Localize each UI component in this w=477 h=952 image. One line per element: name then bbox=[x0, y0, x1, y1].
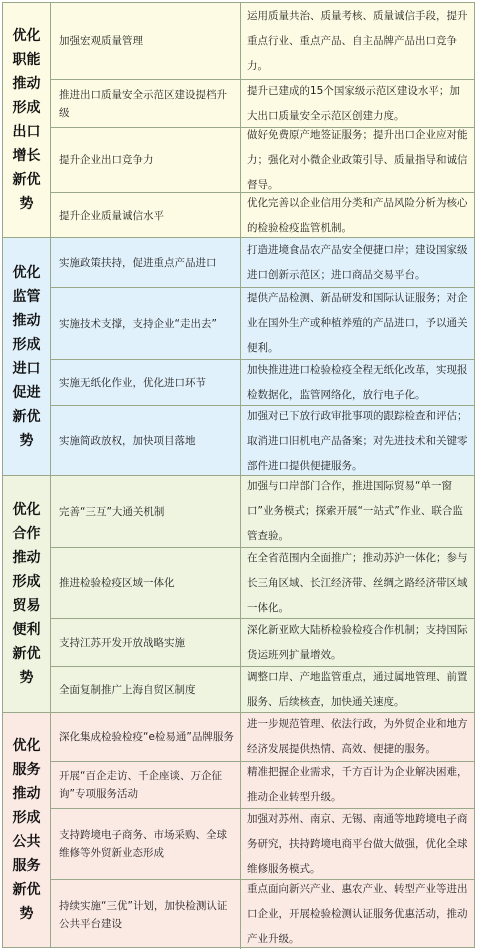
measure-cell: 推进检验检疫区域一体化 bbox=[50, 548, 241, 618]
table-row bbox=[50, 238, 474, 287]
measure-cell: 提升企业质量诚信水平 bbox=[50, 193, 241, 238]
measure-cell: 支持跨境电子商务、市场采购、全球维修等外贸新业态形成 bbox=[50, 809, 241, 879]
measure-cell: 开展“百企走访、千企座谈、万企征询”专项服务活动 bbox=[50, 762, 241, 808]
category-label: 优化职能推动形成出口增长新优势 bbox=[12, 28, 41, 212]
table-row bbox=[50, 879, 474, 949]
section-trade bbox=[2, 475, 475, 712]
measure-cell: 实施技术支撑，支持企业“走出去” bbox=[50, 288, 241, 359]
description-cell: 做好免费原产地签证服务；提升出口企业应对能力；强化对小微企业政策引导、质量指导和诚信督导。 bbox=[247, 128, 468, 191]
measure-cell: 实施简政放权，加快项目落地 bbox=[50, 406, 241, 476]
measure-cell: 实施无纸化作业，优化进口环节 bbox=[50, 360, 241, 405]
measure-cell: 完善“三互”大通关机制 bbox=[50, 476, 241, 547]
description-cell: 在全省范围内全面推广；推动苏沪一体化；参与长三角区域、长江经济带、丝绸之路经济带区域一体化。 bbox=[247, 551, 468, 614]
table-row bbox=[50, 359, 474, 405]
description-cell: 调整口岸、产地监管重点，通过属地管理、前置服务、后续核查，加快通关速度。 bbox=[247, 671, 468, 708]
category-cell bbox=[3, 3, 51, 237]
table-row bbox=[50, 127, 474, 192]
description-cell: 加强对苏州、南京、无锡、南通等地跨境电子商务研究，扶持跨境电商平台做大做强，优化全球维修服务模式。 bbox=[247, 812, 468, 875]
measure-cell: 实施政策扶持，促进重点产品进口 bbox=[50, 238, 241, 287]
category-cell bbox=[3, 238, 51, 475]
section-service bbox=[2, 712, 475, 948]
description-cell: 精准把握企业需求，千方百计为企业解决困难，推动企业转型升级。 bbox=[247, 766, 468, 803]
measure-cell: 加强宏观质量管理 bbox=[50, 3, 241, 79]
table-row bbox=[50, 666, 474, 713]
category-label: 优化服务推动形成公共服务新优势 bbox=[12, 738, 41, 922]
measure-cell: 持续实施“三优”计划，加快检测认证公共平台建设 bbox=[50, 880, 241, 949]
table-row bbox=[50, 3, 474, 79]
section-import bbox=[2, 237, 475, 475]
table-row bbox=[50, 192, 474, 238]
table-row bbox=[50, 808, 474, 879]
table-row bbox=[50, 287, 474, 359]
category-label: 优化合作推动形成贸易便利新优势 bbox=[12, 502, 41, 686]
description-cell: 提供产品检测、新品研发和国际认证服务；对企业在国外生产或种植养殖的产品进口，予以通关便利。 bbox=[247, 292, 468, 354]
table-row bbox=[50, 79, 474, 127]
table-row bbox=[50, 713, 474, 761]
description-cell: 运用质量共治、质量考核、质量诚信手段，提升重点行业、重点产品、自主品牌产品出口竞争力。 bbox=[247, 9, 468, 72]
description-cell: 深化新亚欧大陆桥检验检疫合作机制；支持国际货运班列扩量增效。 bbox=[247, 623, 468, 661]
measure-cell: 深化集成检验检疫“e检易通”品牌服务 bbox=[50, 713, 241, 761]
description-cell: 优化完善以企业信用分类和产品风险分析为核心的检验检疫监管机制。 bbox=[247, 196, 468, 234]
measure-cell: 支持江苏开发开放战略实施 bbox=[50, 619, 241, 666]
measure-cell: 提升企业出口竞争力 bbox=[50, 128, 241, 192]
table-row bbox=[50, 761, 474, 808]
table-row bbox=[50, 476, 474, 547]
description-cell: 打造进境食品农产品安全便捷口岸；建设国家级进口创新示范区；进口商品交易平台。 bbox=[247, 243, 468, 281]
description-cell: 进一步规范管理、依法行政，为外贸企业和地方经济发展提供热情、高效、便捷的服务。 bbox=[247, 718, 468, 755]
description-cell: 加快推进进口检验检疫全程无纸化改革，实现报检数据化，监管网络化，放行电子化。 bbox=[247, 363, 468, 401]
category-label: 优化监管推动形成进口促进新优势 bbox=[12, 264, 41, 449]
category-cell bbox=[3, 713, 51, 947]
description-cell: 加强对已下放行政审批事项的跟踪检查和评估；取消进口旧机电产品备案；对先进技术和关键零部件进口提供便捷服务。 bbox=[247, 409, 468, 472]
table-row bbox=[50, 618, 474, 666]
measure-cell: 推进出口质量安全示范区建设提档升级 bbox=[50, 80, 241, 127]
category-cell bbox=[3, 476, 51, 712]
description-cell: 提升已建成的15个国家级示范区建设水平；加大出口质量安全示范区创建力度。 bbox=[247, 84, 460, 122]
measure-cell: 全面复制推广上海自贸区制度 bbox=[50, 667, 241, 713]
table-row bbox=[50, 405, 474, 476]
description-cell: 重点面向新兴产业、惠农产业、转型产业等进出口企业，开展检验检测认证服务优惠活动，推动产业升级。 bbox=[247, 883, 468, 945]
section-export bbox=[2, 2, 475, 237]
description-cell: 加强与口岸部门合作，推进国际贸易“单一窗口”业务模式；探索开展“一站式”作业、联合监管查验。 bbox=[247, 480, 463, 542]
table-row bbox=[50, 547, 474, 618]
